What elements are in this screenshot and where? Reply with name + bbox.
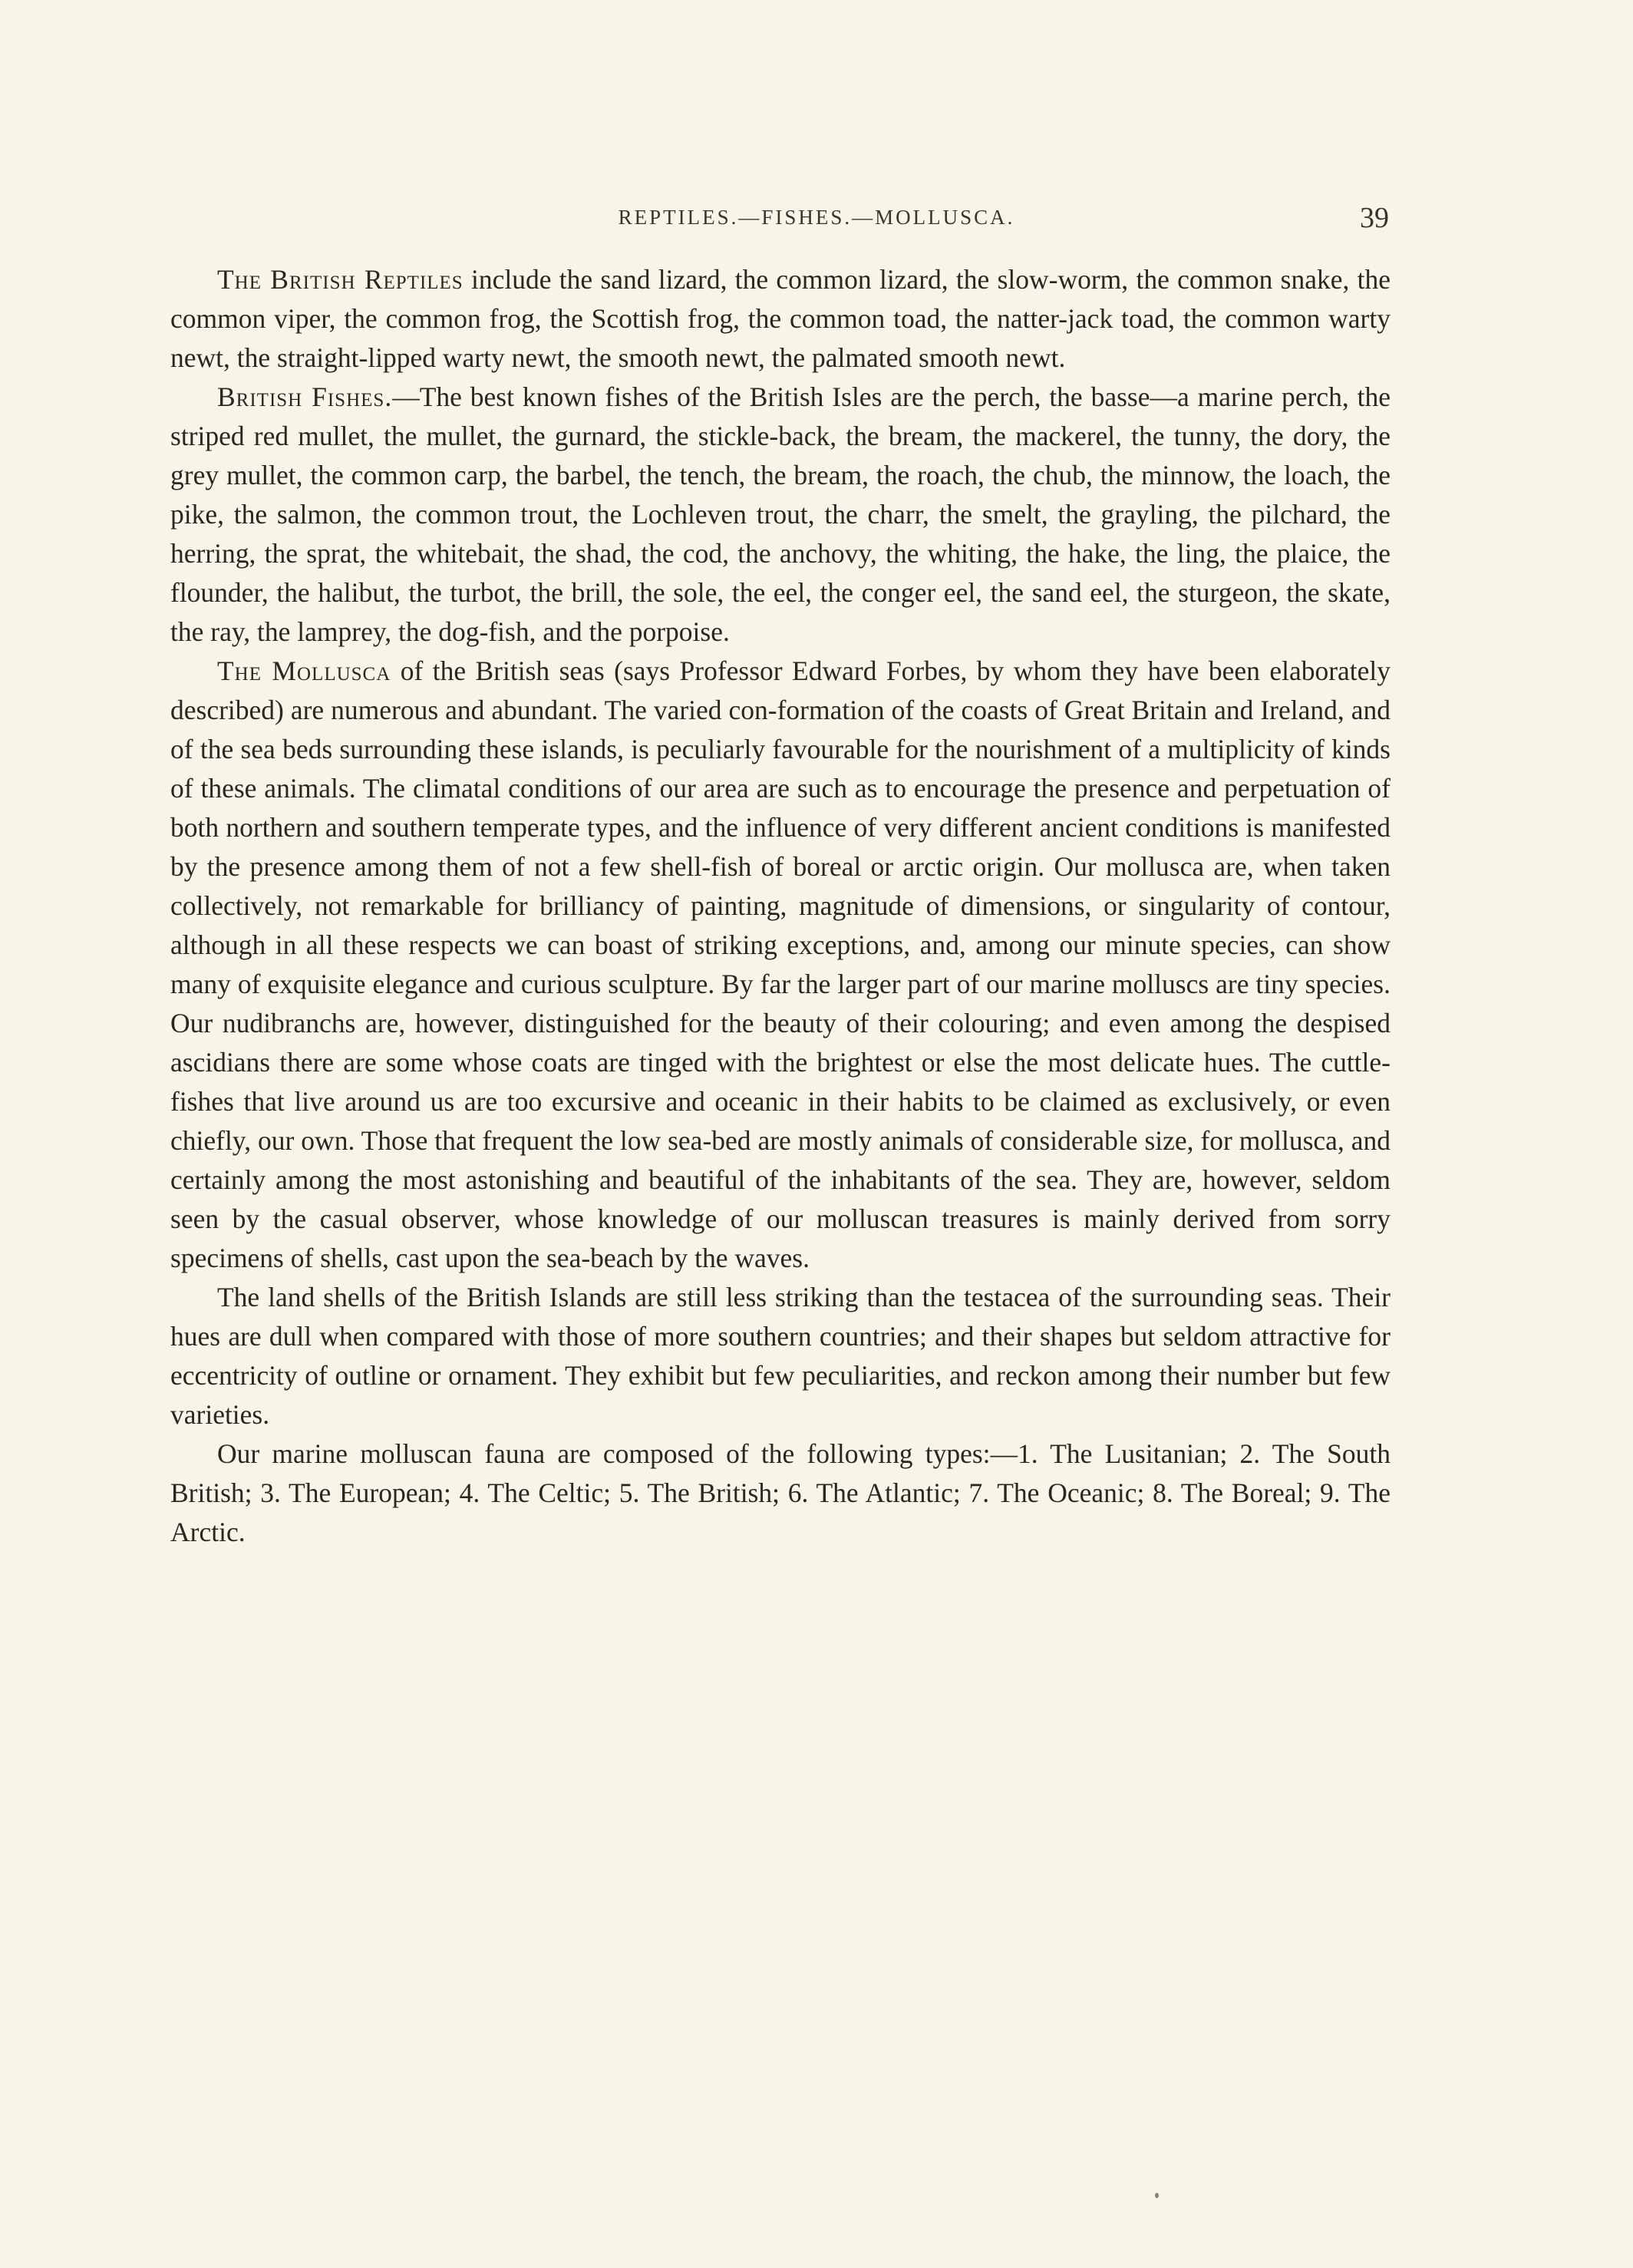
paragraph-reptiles: [170, 260, 1391, 378]
ink-speck: [1155, 2193, 1159, 2198]
text-body: [170, 260, 1391, 1552]
running-head: [0, 202, 1633, 244]
paragraph-mollusca-text: of the British seas (says Professor Edward Forbes, by whom they have been elaborately described) are numerous and abundant. The varied con-formation of the coasts of Great Britain and Ireland, and of the sea beds surrounding these islands, is peculiarly favourable for the nourishment of a multiplicity of kinds of these animals. The climatal conditions of our area are such as to encourage the presence and perpetuation of both northern and southern temperate types, and the influence of very different ancient conditions is manifested by the presence among them of not a few shell-fish of boreal or arctic origin. Our mollusca are, when taken collectively, not remarkable for brilliancy of painting, magnitude of dimensions, or singularity of contour, although in all these respects we can boast of striking exceptions, and, among our minute species, can show many of exquisite elegance and curious sculpture. By far the larger part of our marine molluscs are tiny species. Our nudibranchs are, however, distinguished for the beauty of their colouring; and even among the despised ascidians there are some whose coats are tinged with the brightest or else the most delicate hues. The cuttle-fishes that live around us are too excursive and oceanic in their habits to be claimed as exclusively, or even chiefly, our own. Those that frequent the low sea-bed are mostly animals of considerable size, for mollusca, and certainly among the most astonishing and beautiful of the inhabitants of the sea. They are, however, seldom seen by the casual observer, whose knowledge of our molluscan treasures is mainly derived from sorry specimens of shells, cast upon the sea-beach by the waves.: [170, 655, 1391, 1273]
page-number: 39: [1360, 202, 1389, 234]
paragraph-land-shells: [170, 1278, 1391, 1434]
running-title: REPTILES.—FISHES.—MOLLUSCA.: [618, 206, 1015, 229]
lead-reptiles: The British Reptiles: [217, 264, 464, 295]
paragraph-land-shells-text: The land shells of the British Islands are still less striking than the testacea of the surrounding seas. Their hues are dull when compared with those of more southern countries; and their shapes but seldom attractive for eccentricity of outline or ornament. They exhibit but few peculiarities, and reckon among their number but few varieties.: [170, 1282, 1391, 1430]
paragraph-reptiles-text: include the sand lizard, the common lizard, the slow-worm, the common snake, the common viper, the common frog, the Scottish frog, the common toad, the natter-jack toad, the common warty newt, the straight-lipped warty newt, the smooth newt, the palmated smooth newt.: [170, 264, 1391, 373]
paragraph-fishes: [170, 378, 1391, 652]
lead-fishes: British Fishes.: [217, 381, 393, 412]
lead-mollusca: The Mollusca: [217, 655, 391, 686]
paragraph-mollusca: [170, 652, 1391, 1278]
paragraph-fishes-text: —The best known fishes of the British Isles are the perch, the basse—a marine perch, the striped red mullet, the mullet, the gurnard, the stickle-back, the bream, the mackerel, the tunny, the dory, the grey mullet, the common carp, the barbel, the tench, the bream, the roach, the chub, the minnow, the loach, the pike, the salmon, the common trout, the Lochleven trout, the charr, the smelt, the grayling, the pilchard, the herring, the sprat, the whitebait, the shad, the cod, the anchovy, the whiting, the hake, the ling, the plaice, the flounder, the halibut, the turbot, the brill, the sole, the eel, the conger eel, the sand eel, the sturgeon, the skate, the ray, the lamprey, the dog-fish, and the porpoise.: [170, 381, 1391, 647]
paragraph-molluscan-types: [170, 1434, 1391, 1552]
paragraph-molluscan-types-text: Our marine molluscan fauna are composed of the following types:—1. The Lusitanian; 2. The South British; 3. The European; 4. The Celtic; 5. The British; 6. The Atlantic; 7. The Oceanic; 8. The Boreal; 9. The Arctic.: [170, 1438, 1391, 1547]
